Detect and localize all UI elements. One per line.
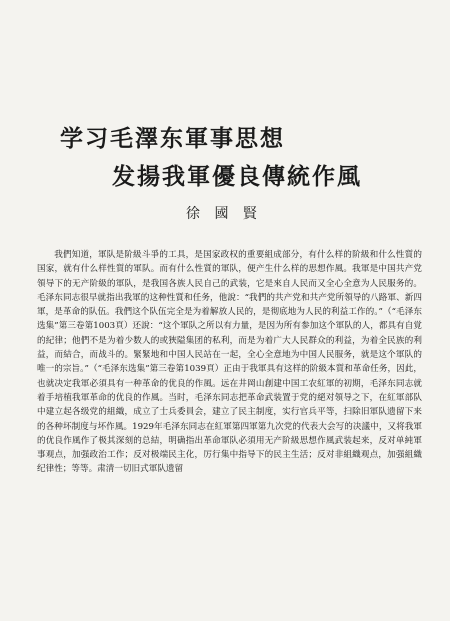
- article-title-line2: 发揚我軍優良傳統作風: [112, 164, 362, 190]
- body-paragraph: 我們知道，軍队是阶級斗爭的工具，是国家政权的重要組成部分，有什么样的阶級和什么性質的国家，就有什么样性質的軍队。而有什么性質的軍队，便产生什么样的思想作風。我軍是中国共产党領导下的无产阶級的軍队，是我国各族人民自己的武装，它是來自人民而又全心全意为人民服务的。毛泽东同志很早就指出我軍的这种性質和任务，他說：“我們的共产党和共产党所領导的八路軍、新四軍，是革命的队伍。我們这个队伍完全是为着解放人民的，是彻底地为人民的利益工作的。”（“毛泽东选集”第三卷第1003頁）还說：“这个軍队之所以有力量，是因为所有参加这个軍队的人，都具有自覚的紀律；他們不是为着少数人的或狹隘集团的私利，而是为着广大人民群众的利益，为着全民族的利益，而結合，而战斗的。緊緊地和中国人民站在一起，全心全意地为中国人民服务，就是这个軍队的唯一的宗旨。”（“毛泽东选集”第三卷第1039頁）正由于我軍具有这样的阶級本質和革命任务，因此，也就决定我軍必須具有一种革命的优良的作風。远在井岡山創建中国工农紅軍的初期，毛泽东同志就着手培植我軍革命的优良的作風。当时，毛泽东同志把革命武装置于党的絕对領导之下，在紅軍部队中建立起各级党的組織，成立了士兵委員会，建立了民主制度，实行官兵平等，扫除旧軍队遗留下来的各种坏制度与坏作風。1929年毛泽东同志在紅軍第四軍第九次党的代表大会写的决議中，又将我軍的优良作風作了极其深刻的总結，明确指出革命軍队必須用无产阶級思想作風武装起来，反对单純軍事观点，加强政治工作；反对极端民主化，厉行集中指导下的民主生活；反对非組織观点，加强組織纪律性；等等。肃清一切旧式軍队遗留: [37, 250, 422, 475]
- author-name: 徐 國 賢: [186, 206, 262, 222]
- article-title-line1: 学习毛澤东軍事思想: [60, 126, 285, 152]
